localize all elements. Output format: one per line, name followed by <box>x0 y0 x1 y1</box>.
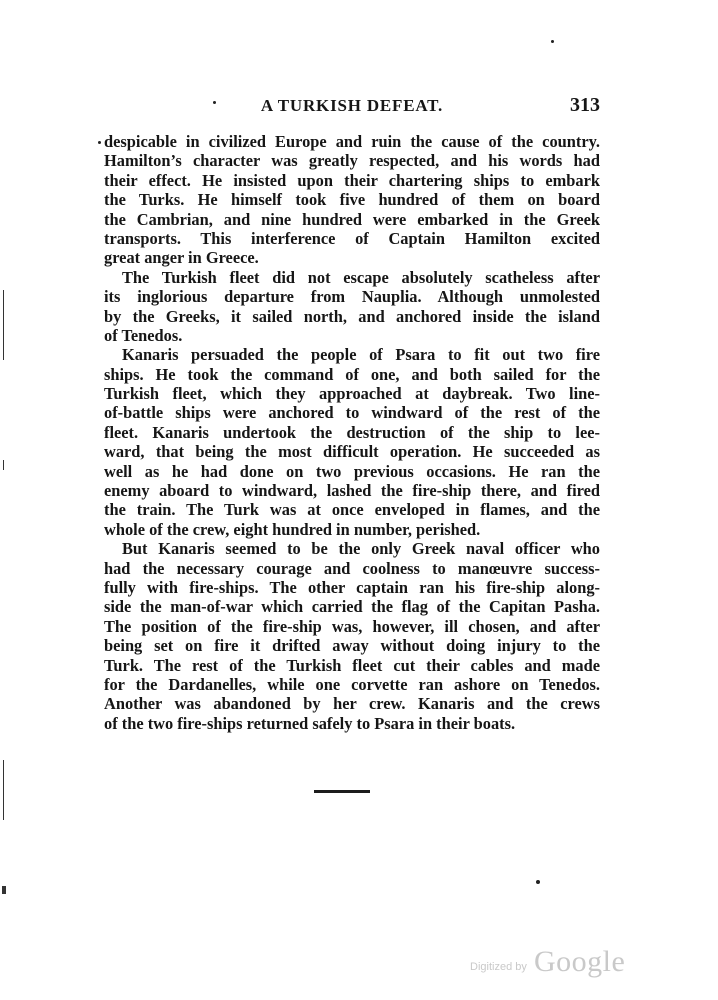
text-line: the train. The Turk was at once enveloped in flames, and the <box>104 500 600 520</box>
text-line: its inglorious departure from Nauplia. Although unmolested <box>104 287 600 307</box>
text-line: by the Greeks, it sailed north, and anchored inside the island <box>104 306 600 326</box>
text-line: being set on fire it drifted away without doing injury to the <box>104 636 600 656</box>
text-line: of Tenedos. <box>104 325 183 345</box>
margin-mark <box>3 460 4 470</box>
scan-speck <box>551 40 554 43</box>
text-line: for the Dardanelles, while one corvette ran ashore on Tenedos. <box>104 674 600 694</box>
text-line: of-battle ships were anchored to windward of the rest of the <box>104 403 600 423</box>
chapter-running-title: A TURKISH DEFEAT. <box>260 96 444 115</box>
text-line: The Turkish fleet did not escape absolutely scatheless after <box>122 267 600 287</box>
text-line: Turkish fleet, which they approached at daybreak. Two line- <box>104 384 600 404</box>
margin-mark <box>3 760 4 820</box>
text-line: side the man-of-war which carried the flag of the Capitan Pasha. <box>104 597 600 617</box>
text-line: Turk. The rest of the Turkish fleet cut their cables and made <box>104 655 600 675</box>
text-line: Hamilton’s character was greatly respected, and his words had <box>104 151 600 171</box>
text-line: the Turks. He himself took five hundred of them on board <box>104 190 600 210</box>
text-line: great anger in Greece. <box>104 248 259 268</box>
body-text <box>104 132 600 733</box>
text-line: enemy aboard to windward, lashed the fire-ship there, and fired <box>104 481 600 501</box>
scan-speck <box>536 880 540 884</box>
text-line: well as he had done on two previous occasions. He ran the <box>104 461 600 481</box>
page-number: 313 <box>570 94 600 116</box>
text-line: ships. He took the command of one, and both sailed for the <box>104 364 600 384</box>
text-line: Kanaris persuaded the people of Psara to fit out two fire <box>122 345 600 365</box>
text-line: the Cambrian, and nine hundred were embarked in the Greek <box>104 209 600 229</box>
scan-speck <box>98 141 101 144</box>
digitized-by-google-watermark <box>470 945 650 985</box>
google-logo: Google <box>534 945 626 978</box>
text-line: had the necessary courage and coolness to manœuvre success- <box>104 558 600 578</box>
text-line: Another was abandoned by her crew. Kanaris and the crews <box>104 694 600 714</box>
end-rule <box>314 790 370 793</box>
text-line: their effect. He insisted upon their chartering ships to embark <box>104 170 600 190</box>
text-line: despicable in civilized Europe and ruin the cause of the country. <box>104 132 600 151</box>
text-line: fully with fire-ships. The other captain ran his fire-ship along- <box>104 577 600 597</box>
text-line: The position of the fire-ship was, however, ill chosen, and after <box>104 616 600 636</box>
text-line: of the two fire-ships returned safely to Psara in their boats. <box>104 713 516 733</box>
running-head <box>104 94 600 122</box>
watermark-prefix: Digitized by <box>470 961 527 973</box>
margin-mark <box>3 290 4 360</box>
scan-speck <box>213 101 216 104</box>
text-line: fleet. Kanaris undertook the destruction of the ship to lee- <box>104 422 600 442</box>
text-line: whole of the crew, eight hundred in number, perished. <box>104 519 481 539</box>
text-line: ward, that being the most difficult operation. He succeeded as <box>104 442 600 462</box>
margin-mark <box>2 886 6 894</box>
text-line: But Kanaris seemed to be the only Greek naval officer who <box>122 539 600 559</box>
text-line: transports. This interference of Captain Hamilton excited <box>104 228 600 248</box>
